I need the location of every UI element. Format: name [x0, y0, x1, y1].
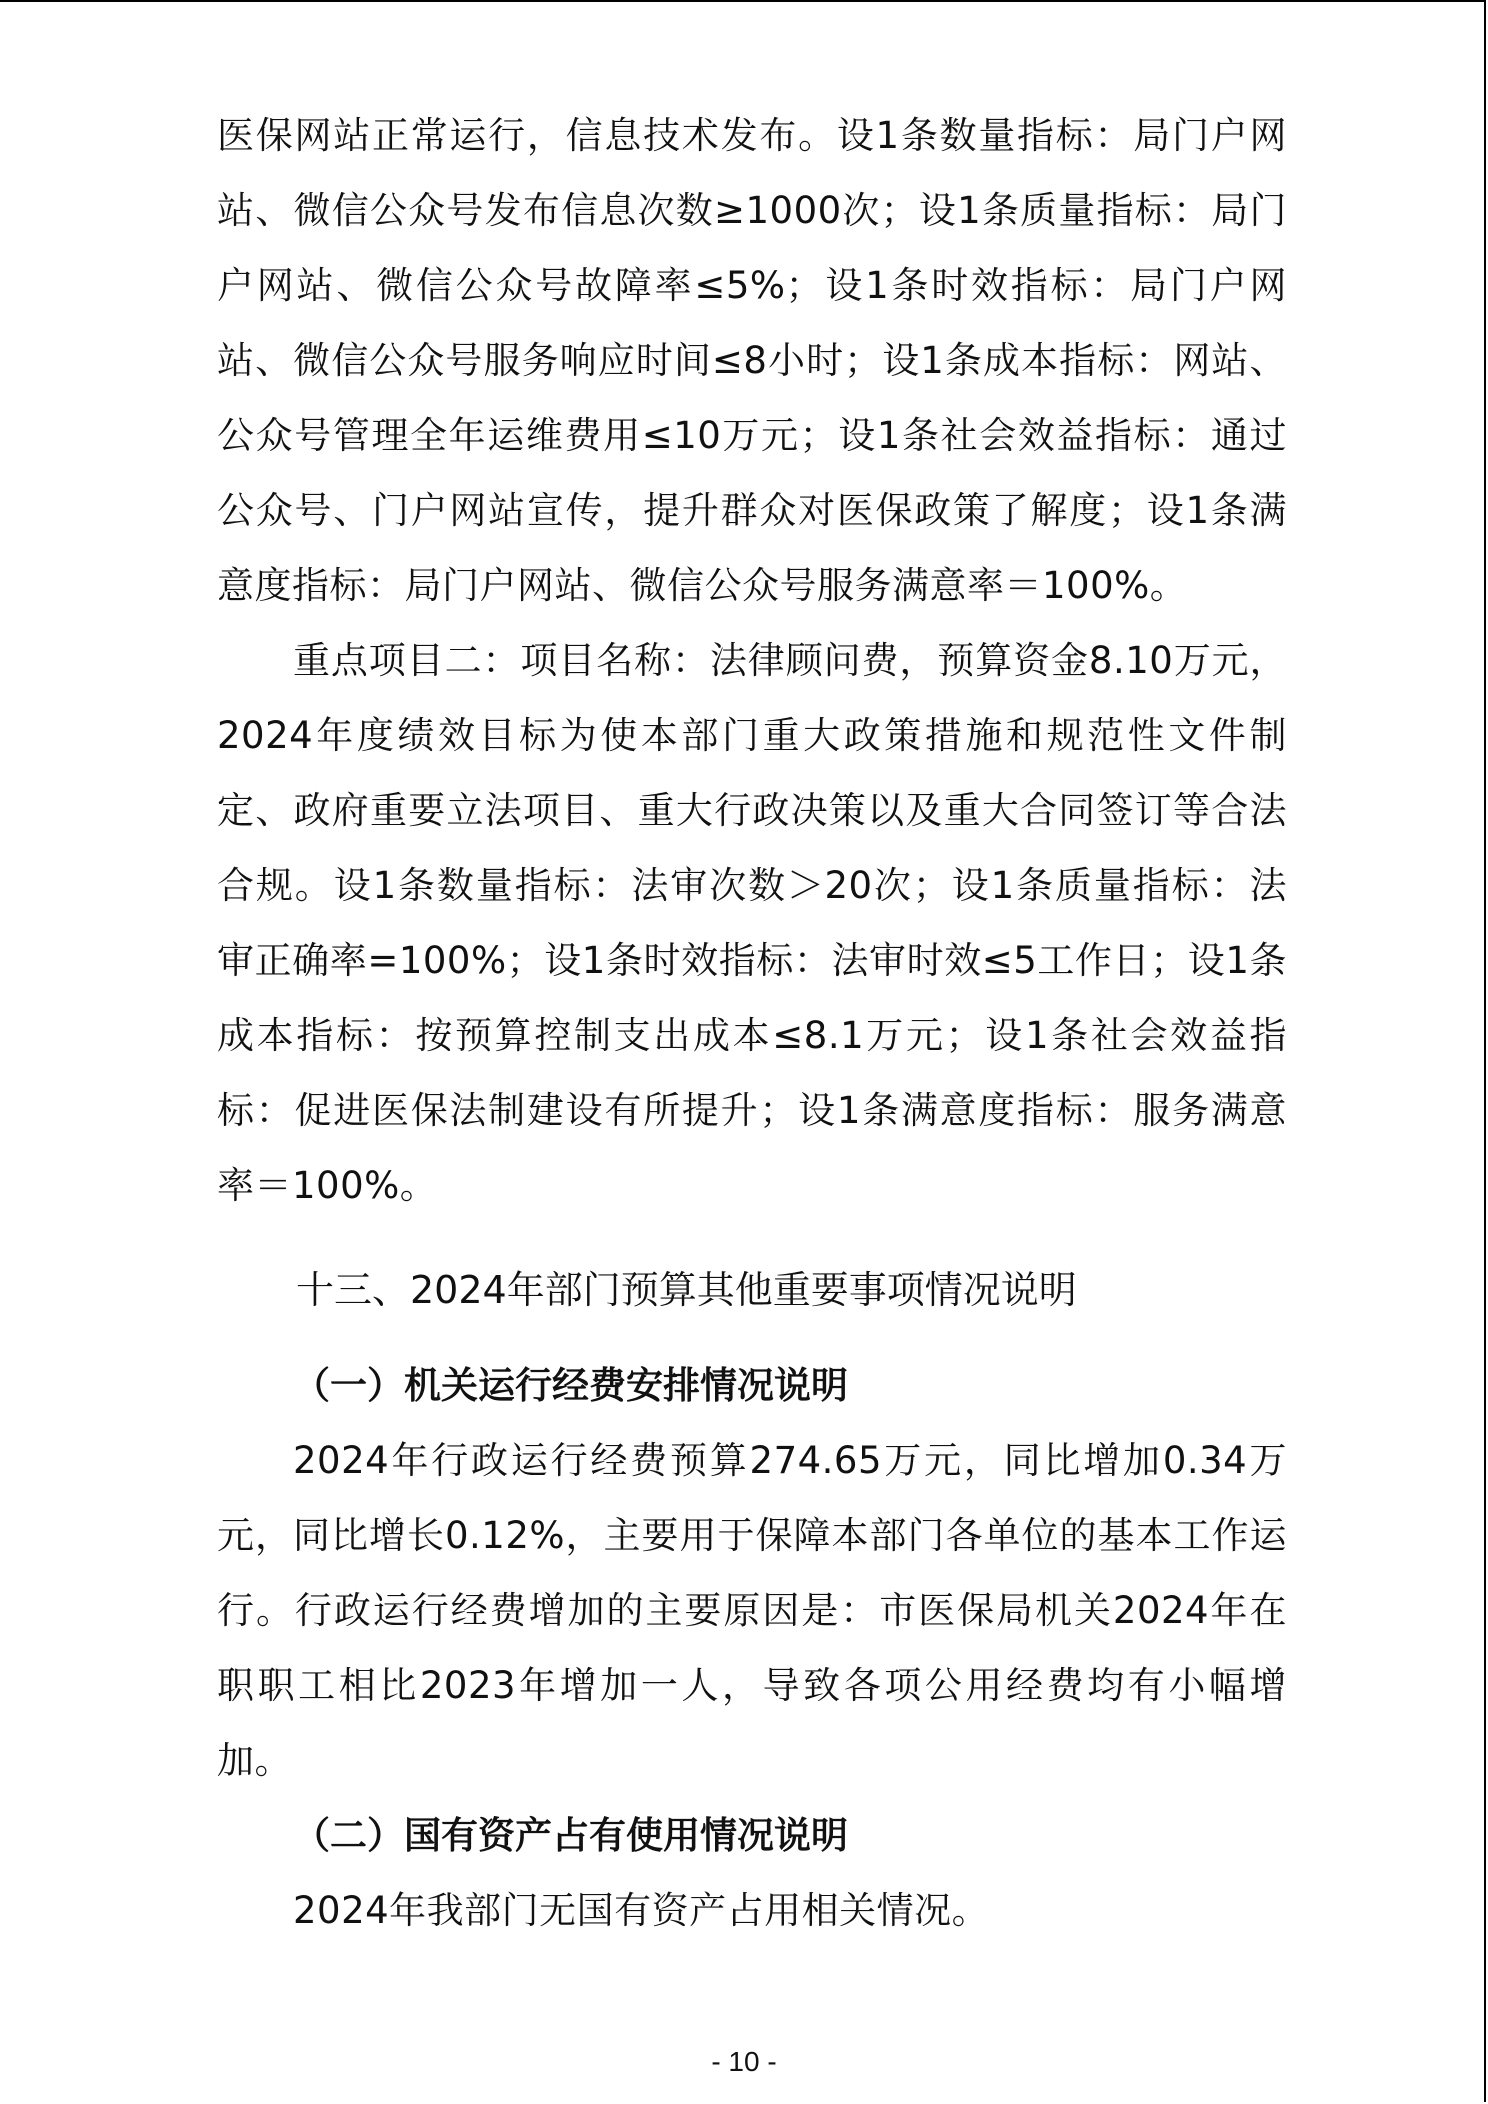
- subheading-operating-expenses: （一）机关运行经费安排情况说明: [293, 1364, 848, 1407]
- paragraph-operating-expenses: 2024年行政运行经费预算274.65万元，同比增加0.34万元，同比增长0.12%，主要用于保障本部门各单位的基本工作运行。行政运行经费增加的主要原因是：市医保局机关2024年在职职工相比2023年增加一人，导致各项公用经费均有小幅增加。: [217, 1439, 1287, 1782]
- page-number: - 10 -: [711, 2046, 777, 2077]
- subheading-state-assets: （二）国有资产占有使用情况说明: [293, 1814, 848, 1857]
- paragraph-key-project-two: 重点项目二：项目名称：法律顾问费，预算资金8.10万元，2024年度绩效目标为使本部门重大政策措施和规范性文件制定、政府重要立法项目、重大行政决策以及重大合同签订等合法合规。设1条数量指标：法审次数＞20次；设1条质量指标：法审正确率=100%；设1条时效指标：法审时效≤5工作日；设1条成本指标：按预算控制支出成本≤8.1万元；设1条社会效益指标：促进医保法制建设有所提升；设1条满意度指标：服务满意率＝100%。: [217, 639, 1287, 1207]
- paragraph-website-indicators: 医保网站正常运行，信息技术发布。设1条数量指标：局门户网站、微信公众号发布信息次数≥1000次；设1条质量指标：局门户网站、微信公众号故障率≤5%；设1条时效指标：局门户网站、微信公众号服务响应时间≤8小时；设1条成本指标：网站、公众号管理全年运维费用≤10万元；设1条社会效益指标：通过公众号、门户网站宣传，提升群众对医保政策了解度；设1条满意度指标：局门户网站、微信公众号服务满意率＝100%。: [217, 114, 1287, 607]
- document-body: [217, 98, 1287, 1948]
- paragraph-state-assets: 2024年我部门无国有资产占用相关情况。: [293, 1889, 990, 1932]
- section-heading-13: 十三、2024年部门预算其他重要事项情况说明: [296, 1268, 1077, 1312]
